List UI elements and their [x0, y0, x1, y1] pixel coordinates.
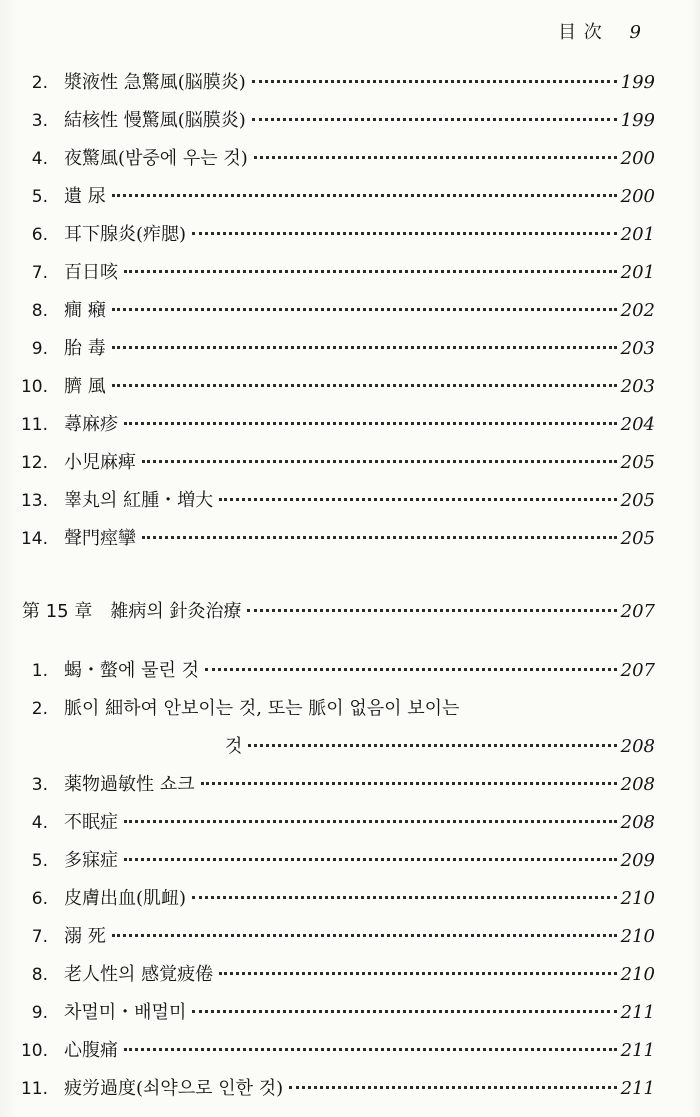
entry-page: 205: [620, 452, 655, 473]
entry-title: 溺 死: [64, 926, 106, 947]
entry-number: 5.: [31, 851, 48, 871]
dot-leader: [124, 858, 617, 861]
entry-title: 睾丸의 紅腫・増大: [64, 490, 214, 511]
toc-entry-continuation: [225, 732, 655, 758]
entry-number: 7.: [31, 263, 48, 283]
toc-entry: [20, 68, 655, 94]
dot-leader: [219, 498, 617, 501]
toc-entry: [20, 922, 655, 948]
entry-number: 1.: [31, 661, 48, 681]
entry-number: 12.: [20, 453, 48, 473]
dot-leader: [192, 1010, 616, 1013]
entry-title: 聲門痙攣: [64, 528, 136, 549]
entry-page: 208: [620, 774, 655, 795]
dot-leader: [112, 934, 617, 937]
toc-entry: [20, 220, 655, 246]
dot-leader: [254, 156, 617, 159]
entry-number: 4.: [31, 149, 48, 169]
toc-entry: [20, 258, 655, 284]
entry-page: 205: [620, 528, 655, 549]
entry-title: 百日咳: [64, 262, 118, 283]
dot-leader: [192, 232, 617, 235]
entry-page: 205: [620, 490, 655, 511]
entry-title: 癎 癪: [64, 300, 106, 321]
toc-entry: [20, 960, 655, 986]
toc-entry: [20, 998, 655, 1024]
entry-page: 203: [620, 376, 655, 397]
toc-entry: [20, 1074, 655, 1100]
chapter-label: 第 15 章: [22, 601, 93, 622]
entry-title: 耳下腺炎(痄腮): [64, 224, 187, 245]
entry-title: 胎 毒: [64, 338, 106, 359]
entry-number: 4.: [31, 813, 48, 833]
entry-page: 201: [620, 224, 655, 245]
dot-leader: [205, 668, 617, 671]
toc-entry: [20, 182, 655, 208]
entry-page: 202: [620, 300, 655, 321]
dot-leader: [192, 896, 617, 899]
entry-number: 2.: [31, 699, 48, 719]
entry-page: 200: [620, 186, 655, 207]
dot-leader: [124, 820, 617, 823]
entry-number: 10.: [20, 377, 48, 397]
toc-entry: [20, 144, 655, 170]
toc-entry: [20, 694, 655, 720]
entry-title: 蝎・螫에 물린 것: [64, 660, 199, 681]
dot-leader: [201, 782, 617, 785]
dot-leader: [247, 609, 616, 612]
header-title: 目 次: [558, 22, 603, 43]
toc-entry: [20, 808, 655, 834]
entry-title: 不眠症: [64, 812, 118, 833]
toc-entry: [20, 524, 655, 550]
entry-page: 199: [620, 72, 655, 93]
dot-leader: [252, 118, 617, 121]
entry-page: 211: [620, 1002, 655, 1023]
entry-title: 遺 尿: [64, 186, 106, 207]
entry-title: 心腹痛: [64, 1040, 118, 1061]
entry-page: 204: [620, 414, 655, 435]
entry-page: 210: [620, 926, 655, 947]
dot-leader: [142, 460, 617, 463]
entry-number: 14.: [20, 529, 48, 549]
entry-page: 210: [620, 964, 655, 985]
chapter-title: 雑病의 針灸治療: [110, 601, 242, 622]
entry-number: 6.: [31, 225, 48, 245]
toc-entry: [20, 296, 655, 322]
chapter-page: 207: [620, 601, 655, 622]
entry-number: 8.: [31, 301, 48, 321]
toc-entry: [20, 106, 655, 132]
entry-page: 211: [620, 1078, 655, 1099]
entry-page: 208: [620, 736, 655, 757]
dot-leader: [289, 1086, 616, 1089]
entry-page: 207: [620, 660, 655, 681]
entry-title: 夜驚風(밤중에 우는 것): [64, 148, 248, 169]
toc-entry: [20, 334, 655, 360]
header-page-number: 9: [629, 22, 642, 43]
dot-leader: [219, 972, 617, 975]
entry-number: 9.: [31, 339, 48, 359]
entry-page: 203: [620, 338, 655, 359]
entry-page: 210: [620, 888, 655, 909]
dot-leader: [142, 536, 617, 539]
toc-entry: [20, 1036, 655, 1062]
entry-number: 10.: [20, 1041, 48, 1061]
dot-leader: [124, 422, 617, 425]
dot-leader: [112, 346, 617, 349]
entry-page: 209: [620, 850, 655, 871]
dot-leader: [252, 80, 617, 83]
toc-entry: [20, 846, 655, 872]
entry-number: 3.: [31, 775, 48, 795]
entry-title: 多寐症: [64, 850, 118, 871]
dot-leader: [112, 194, 617, 197]
entry-number: 6.: [31, 889, 48, 909]
entry-title: 薬物過敏性 쇼크: [64, 774, 195, 795]
entry-number: 5.: [31, 187, 48, 207]
entry-title: 皮膚出血(肌衄): [64, 888, 187, 909]
entry-title: 차멀미・배멀미: [64, 1002, 187, 1023]
chapter-heading: [22, 597, 655, 623]
entry-title: 臍 風: [64, 376, 106, 397]
entry-title: 漿液性 急驚風(脳膜炎): [64, 72, 246, 93]
entry-title: 小児麻痺: [64, 452, 136, 473]
entry-number: 9.: [31, 1003, 48, 1023]
entry-number: 8.: [31, 965, 48, 985]
dot-leader: [112, 308, 617, 311]
toc-entry: [20, 656, 655, 682]
entry-page: 200: [620, 148, 655, 169]
entry-title: 蕁麻疹: [64, 414, 118, 435]
entry-title: 老人性의 感覚疲倦: [64, 964, 214, 985]
toc-entry: [20, 486, 655, 512]
entry-page: 201: [620, 262, 655, 283]
toc-entry: [20, 770, 655, 796]
entry-number: 11.: [20, 415, 48, 435]
dot-leader: [124, 270, 617, 273]
entry-page: 208: [620, 812, 655, 833]
toc-entry: [20, 448, 655, 474]
entry-title: 脈이 細하여 안보이는 것, 또는 脈이 없음이 보이는: [64, 698, 460, 719]
toc-entry: [20, 372, 655, 398]
toc-entry: [20, 410, 655, 436]
entry-number: 11.: [20, 1079, 48, 1099]
dot-leader: [112, 384, 617, 387]
entry-title: 疲労過度(쇠약으로 인한 것): [64, 1078, 284, 1099]
toc-entry: [20, 884, 655, 910]
entry-number: 2.: [31, 73, 48, 93]
entry-number: 7.: [31, 927, 48, 947]
entry-number: 13.: [20, 491, 48, 511]
entry-title: 結核性 慢驚風(脳膜炎): [64, 110, 246, 131]
entry-page: 199: [620, 110, 655, 131]
entry-number: 3.: [31, 111, 48, 131]
entry-page: 211: [620, 1040, 655, 1061]
continuation-text: 것: [225, 736, 243, 757]
dot-leader: [124, 1048, 617, 1051]
dot-leader: [248, 744, 616, 747]
